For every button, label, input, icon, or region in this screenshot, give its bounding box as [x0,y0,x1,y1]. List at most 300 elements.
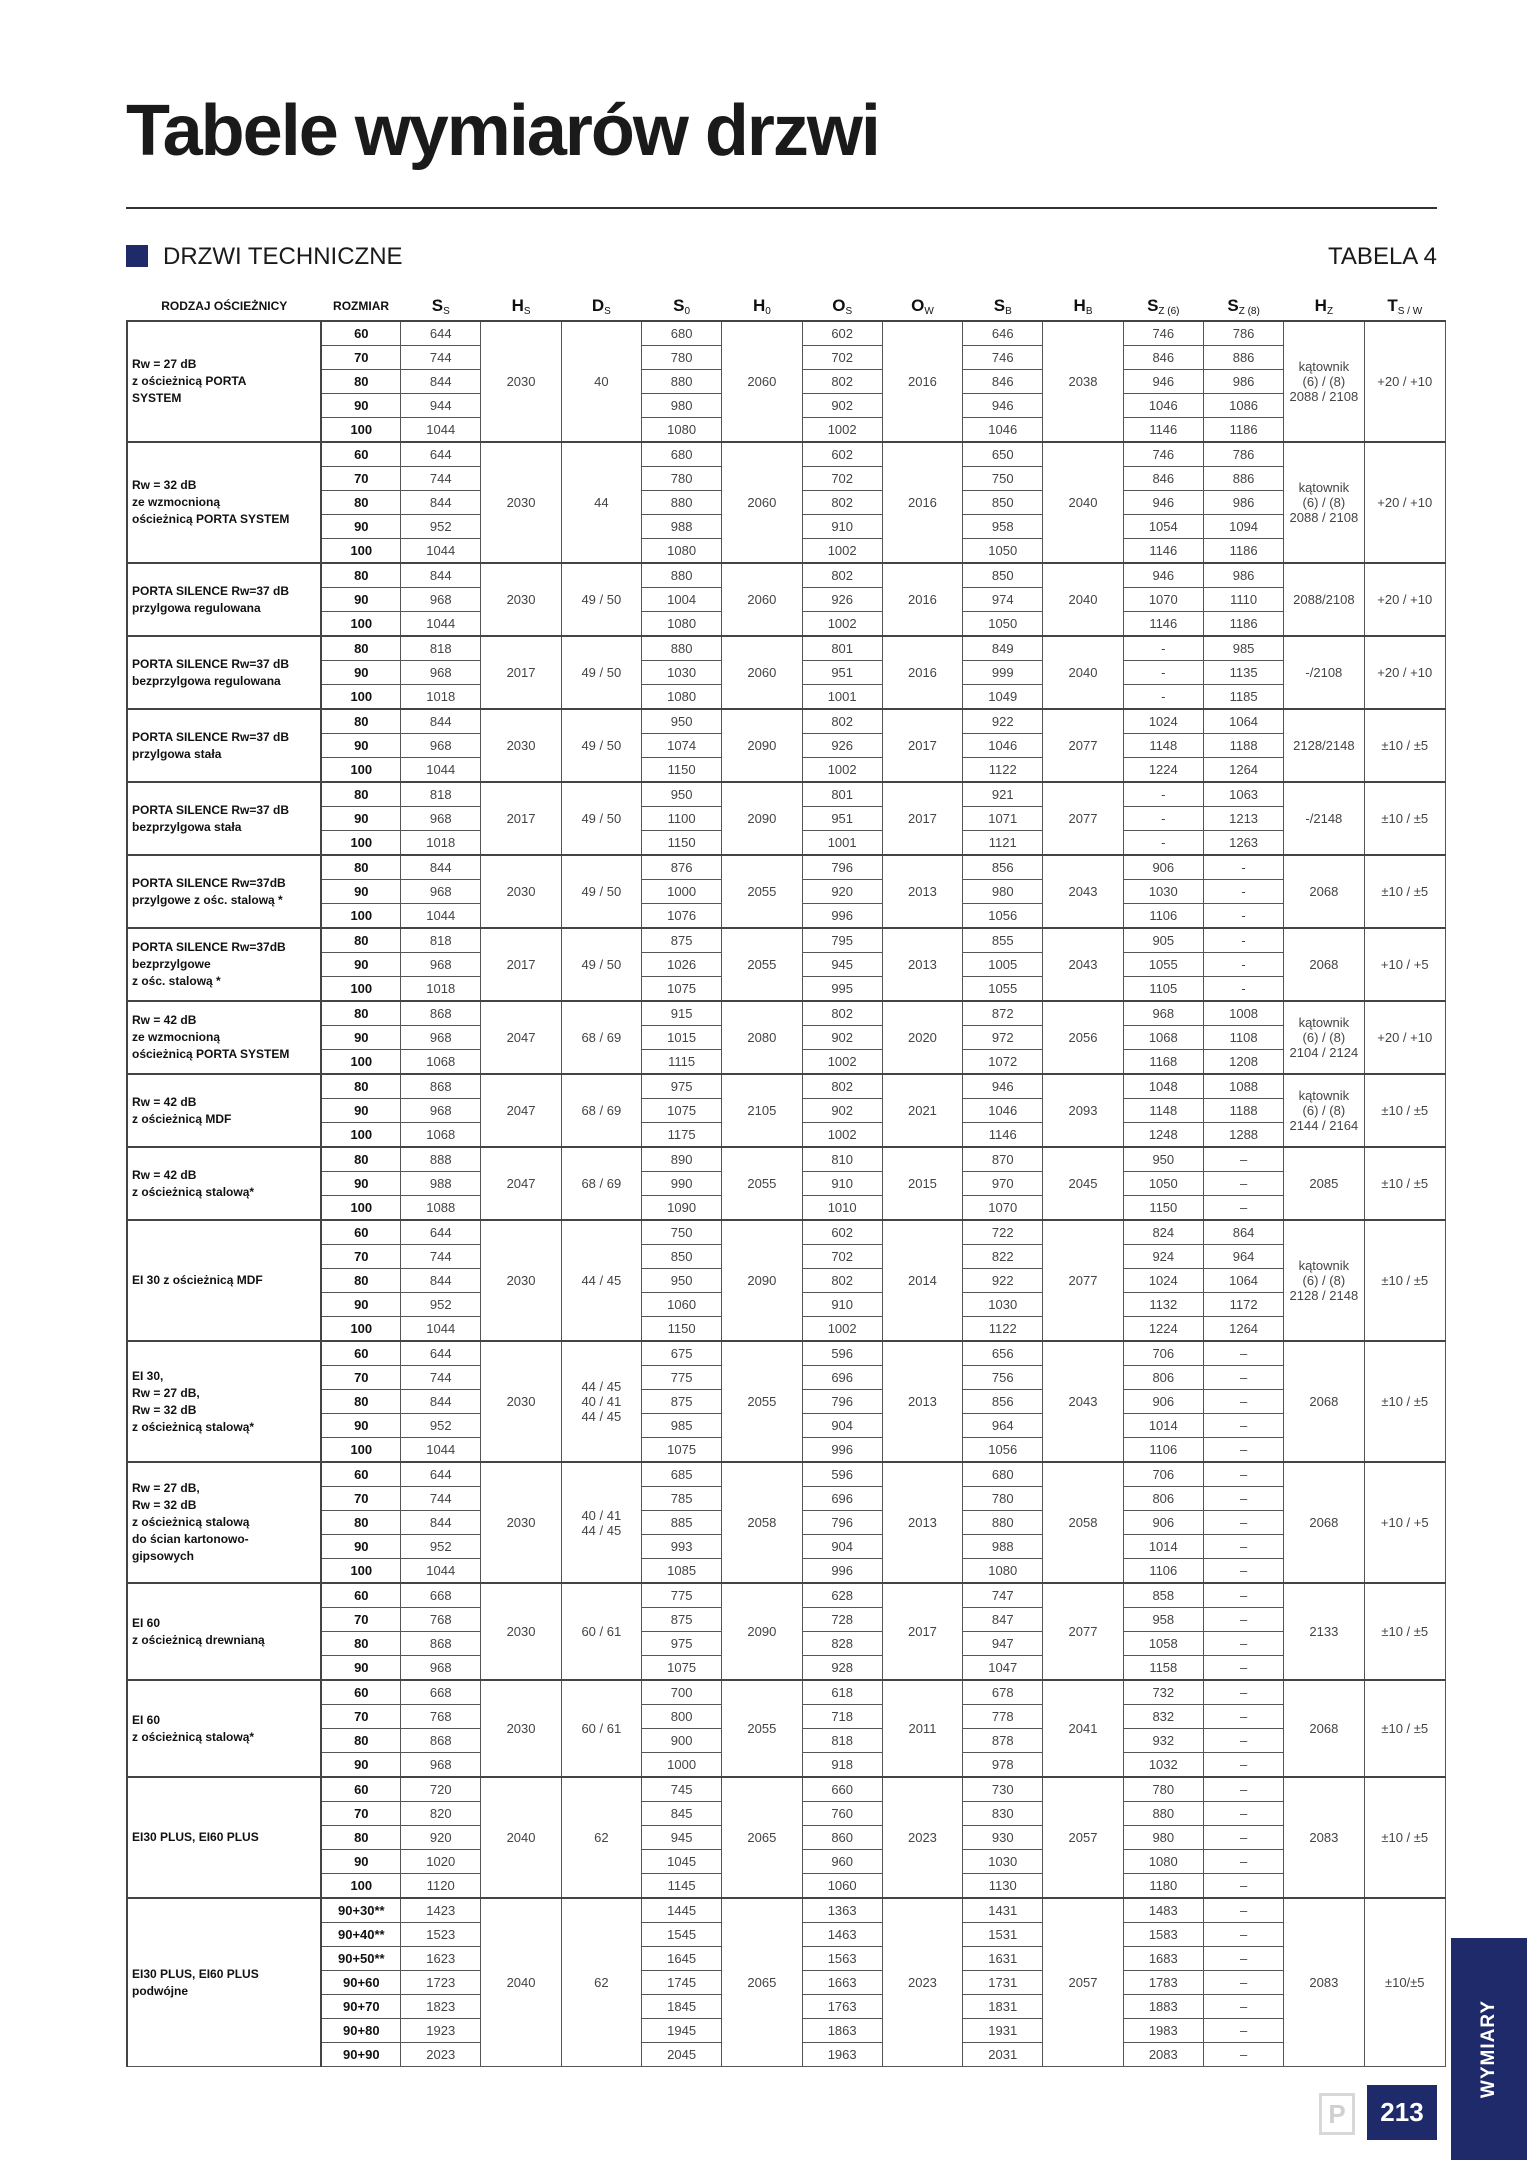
sz6-cell: 906 [1123,1390,1203,1414]
hz-cell: 2128/2148 [1284,709,1364,782]
sz8-cell: – [1203,1874,1283,1899]
s0-cell: 1175 [641,1123,721,1148]
hb-cell: 2040 [1043,563,1123,636]
tsw-cell: ±10 / ±5 [1364,1341,1446,1462]
hz-cell: kątownik (6) / (8) 2144 / 2164 [1284,1074,1364,1147]
hz-cell: kątownik (6) / (8) 2104 / 2124 [1284,1001,1364,1074]
s0-cell: 875 [641,928,721,953]
hz-cell: kątownik (6) / (8) 2088 / 2108 [1284,321,1364,442]
frame-type-cell: EI 30 z ościeżnicą MDF [127,1220,321,1341]
sz6-cell: 1248 [1123,1123,1203,1148]
s0-cell: 975 [641,1074,721,1099]
tsw-cell: +20 / +10 [1364,321,1446,442]
sz6-cell: 1046 [1123,394,1203,418]
ss-cell: 1044 [401,758,481,783]
ds-cell: 40 / 41 44 / 45 [561,1462,641,1583]
sz8-cell: 1186 [1203,612,1283,637]
column-header-symbol: O [911,295,925,315]
os-cell: 996 [802,1438,882,1463]
column-header [641,292,721,321]
size-cell: 60 [321,1462,400,1487]
os-cell: 910 [802,1293,882,1317]
size-cell: 90+30** [321,1898,400,1923]
ss-cell: 644 [401,1341,481,1366]
column-header [561,292,641,321]
os-cell: 910 [802,515,882,539]
os-cell: 902 [802,394,882,418]
sz6-cell: 1180 [1123,1874,1203,1899]
porta-logo-icon: P [1319,2093,1355,2135]
size-cell: 80 [321,855,400,880]
sz6-cell: 1014 [1123,1414,1203,1438]
sz6-cell: 958 [1123,1608,1203,1632]
h0-cell: 2055 [722,1147,802,1220]
frame-type-cell: Rw = 27 dB, Rw = 32 dB z ościeżnicą stalową do ścian kartonowo- gipsowych [127,1462,321,1583]
sz6-cell: 1080 [1123,1850,1203,1874]
tsw-cell: +10 / +5 [1364,928,1446,1001]
os-cell: 945 [802,953,882,977]
os-cell: 995 [802,977,882,1002]
tsw-cell: ±10/±5 [1364,1898,1446,2067]
sb-cell: 747 [963,1583,1043,1608]
s0-cell: 1026 [641,953,721,977]
sz8-cell: 1208 [1203,1050,1283,1075]
os-cell: 602 [802,321,882,346]
door-type-group [127,1898,1446,2067]
sb-cell: 856 [963,855,1043,880]
os-cell: 1002 [802,539,882,564]
sz6-cell: 1024 [1123,709,1203,734]
ss-cell: 820 [401,1802,481,1826]
column-header [1123,292,1203,321]
ss-cell: 952 [401,515,481,539]
tsw-cell: ±10 / ±5 [1364,1583,1446,1680]
ss-cell: 1823 [401,1995,481,2019]
sz6-cell: 1058 [1123,1632,1203,1656]
hs-cell: 2047 [481,1074,561,1147]
frame-type-cell: EI30 PLUS, EI60 PLUS podwójne [127,1898,321,2067]
sz6-cell: 1106 [1123,904,1203,929]
sb-cell: 646 [963,321,1043,346]
hb-cell: 2077 [1043,709,1123,782]
sb-cell: 746 [963,346,1043,370]
hb-cell: 2057 [1043,1898,1123,2067]
s0-cell: 1145 [641,1874,721,1899]
sb-cell: 946 [963,1074,1043,1099]
s0-cell: 975 [641,1632,721,1656]
size-cell: 80 [321,491,400,515]
sz8-cell: 986 [1203,370,1283,394]
column-header-subscript: 0 [765,305,771,317]
column-header-symbol: S [673,295,685,315]
sz6-cell: 780 [1123,1777,1203,1802]
sz6-cell: 1146 [1123,539,1203,564]
sz6-cell: 746 [1123,321,1203,346]
sz8-cell: 986 [1203,491,1283,515]
size-cell: 90 [321,1753,400,1778]
sz6-cell: 1054 [1123,515,1203,539]
ow-cell: 2011 [882,1680,962,1777]
h0-cell: 2090 [722,1220,802,1341]
frame-type-cell: Rw = 42 dB z ościeżnicą stalową* [127,1147,321,1220]
sz6-cell: 1146 [1123,418,1203,443]
ss-cell: 1044 [401,418,481,443]
sz8-cell: 1288 [1203,1123,1283,1148]
sz8-cell: – [1203,1995,1283,2019]
sz6-cell: 706 [1123,1341,1203,1366]
column-header [802,292,882,321]
size-cell: 70 [321,1366,400,1390]
sb-cell: 980 [963,880,1043,904]
hs-cell: 2030 [481,563,561,636]
s0-cell: 1645 [641,1947,721,1971]
sz6-cell: 1048 [1123,1074,1203,1099]
ss-cell: 1088 [401,1196,481,1221]
sb-cell: 756 [963,1366,1043,1390]
h0-cell: 2060 [722,442,802,563]
frame-type-cell: EI30 PLUS, EI60 PLUS [127,1777,321,1898]
s0-cell: 875 [641,1608,721,1632]
sb-cell: 750 [963,467,1043,491]
tsw-cell: ±10 / ±5 [1364,855,1446,928]
tsw-cell: ±10 / ±5 [1364,1074,1446,1147]
size-cell: 80 [321,370,400,394]
sb-cell: 946 [963,394,1043,418]
sb-cell: 878 [963,1729,1043,1753]
size-cell: 70 [321,1487,400,1511]
s0-cell: 915 [641,1001,721,1026]
ss-cell: 952 [401,1293,481,1317]
ds-cell: 49 / 50 [561,636,641,709]
tsw-cell: +20 / +10 [1364,636,1446,709]
sb-cell: 1531 [963,1923,1043,1947]
sb-cell: 722 [963,1220,1043,1245]
column-header [963,292,1043,321]
frame-type-cell: Rw = 32 dB ze wzmocnioną ościeżnicą PORTA SYSTEM [127,442,321,563]
hs-cell: 2030 [481,1583,561,1680]
size-cell: 90 [321,1656,400,1681]
ss-cell: 1018 [401,831,481,856]
sb-cell: 922 [963,1269,1043,1293]
s0-cell: 1845 [641,1995,721,2019]
sb-cell: 922 [963,709,1043,734]
s0-cell: 1080 [641,685,721,710]
table-row [127,1074,1446,1099]
section-title: DRZWI TECHNICZNE [163,243,403,270]
column-header-symbol: O [832,295,846,315]
sz6-cell: 1783 [1123,1971,1203,1995]
os-cell: 796 [802,855,882,880]
hb-cell: 2077 [1043,782,1123,855]
s0-cell: 900 [641,1729,721,1753]
ss-cell: 968 [401,734,481,758]
sz6-cell: 806 [1123,1487,1203,1511]
s0-cell: 680 [641,442,721,467]
sz8-cell: 1064 [1203,709,1283,734]
h0-cell: 2090 [722,782,802,855]
ss-cell: 1018 [401,685,481,710]
sb-cell: 822 [963,1245,1043,1269]
sb-cell: 846 [963,370,1043,394]
ds-cell: 40 [561,321,641,442]
tsw-cell: ±10 / ±5 [1364,709,1446,782]
s0-cell: 1100 [641,807,721,831]
ds-cell: 62 [561,1898,641,2067]
sz8-cell: 1063 [1203,782,1283,807]
hb-cell: 2045 [1043,1147,1123,1220]
dimensions-table [126,292,1446,2067]
size-cell: 70 [321,346,400,370]
s0-cell: 1075 [641,1656,721,1681]
os-cell: 1463 [802,1923,882,1947]
sz6-cell: 1224 [1123,1317,1203,1342]
sz8-cell: 1188 [1203,1099,1283,1123]
hs-cell: 2030 [481,1341,561,1462]
hs-cell: 2030 [481,1680,561,1777]
sz8-cell: - [1203,928,1283,953]
ss-cell: 2023 [401,2043,481,2067]
hz-cell: 2133 [1284,1583,1364,1680]
sb-cell: 880 [963,1511,1043,1535]
size-cell: 70 [321,1245,400,1269]
size-cell: 100 [321,977,400,1002]
s0-cell: 1745 [641,1971,721,1995]
sz8-cell: – [1203,1850,1283,1874]
sz6-cell: 946 [1123,491,1203,515]
s0-cell: 800 [641,1705,721,1729]
sz8-cell: 1186 [1203,539,1283,564]
sb-cell: 1056 [963,904,1043,929]
ss-cell: 768 [401,1705,481,1729]
size-cell: 80 [321,1269,400,1293]
column-header-subscript: S / W [1397,305,1423,317]
h0-cell: 2080 [722,1001,802,1074]
os-cell: 628 [802,1583,882,1608]
tsw-cell: +20 / +10 [1364,1001,1446,1074]
sz6-cell: 1050 [1123,1172,1203,1196]
sz8-cell: - [1203,953,1283,977]
os-cell: 996 [802,904,882,929]
column-header [882,292,962,321]
os-cell: 802 [802,563,882,588]
size-cell: 90+50** [321,1947,400,1971]
size-cell: 80 [321,1826,400,1850]
s0-cell: 980 [641,394,721,418]
sz6-cell: - [1123,831,1203,856]
size-cell: 60 [321,1777,400,1802]
door-type-group [127,1680,1446,1777]
sb-cell: 2031 [963,2043,1043,2067]
door-type-group [127,321,1446,442]
frame-type-cell: PORTA SILENCE Rw=37dB bezprzylgowe z ośc. stalową * [127,928,321,1001]
frame-type-cell: Rw = 42 dB z ościeżnicą MDF [127,1074,321,1147]
ss-cell: 1523 [401,1923,481,1947]
os-cell: 618 [802,1680,882,1705]
sz8-cell: – [1203,1777,1283,1802]
hb-cell: 2038 [1043,321,1123,442]
door-type-group [127,782,1446,855]
size-cell: 90 [321,807,400,831]
os-cell: 1002 [802,1050,882,1075]
column-header [1043,292,1123,321]
tsw-cell: ±10 / ±5 [1364,1147,1446,1220]
ss-cell: 868 [401,1001,481,1026]
sz6-cell: 1014 [1123,1535,1203,1559]
os-cell: 802 [802,1074,882,1099]
column-header [321,292,400,321]
ss-cell: 888 [401,1147,481,1172]
sz8-cell: – [1203,1559,1283,1584]
os-cell: 951 [802,661,882,685]
ss-cell: 968 [401,807,481,831]
sz8-cell: - [1203,977,1283,1002]
ss-cell: 968 [401,1026,481,1050]
sb-cell: 1030 [963,1850,1043,1874]
sb-cell: 680 [963,1462,1043,1487]
page-title: Tabele wymiarów drzwi [126,91,879,171]
sz6-cell: 858 [1123,1583,1203,1608]
sb-cell: 1431 [963,1898,1043,1923]
column-header-subscript: Z [1326,305,1334,317]
sb-cell: 830 [963,1802,1043,1826]
ss-cell: 868 [401,1074,481,1099]
hz-cell: 2083 [1284,1777,1364,1898]
ss-cell: 988 [401,1172,481,1196]
size-cell: 80 [321,1001,400,1026]
size-cell: 100 [321,1317,400,1342]
sb-cell: 970 [963,1172,1043,1196]
sz6-cell: 832 [1123,1705,1203,1729]
h0-cell: 2065 [722,1777,802,1898]
ss-cell: 744 [401,346,481,370]
frame-type-cell: PORTA SILENCE Rw=37 dB przylgowa stała [127,709,321,782]
os-cell: 928 [802,1656,882,1681]
sz6-cell: 880 [1123,1802,1203,1826]
sz6-cell: 946 [1123,370,1203,394]
s0-cell: 1060 [641,1293,721,1317]
sz6-cell: 1146 [1123,612,1203,637]
s0-cell: 993 [641,1535,721,1559]
sb-cell: 1122 [963,758,1043,783]
tsw-cell: ±10 / ±5 [1364,782,1446,855]
hz-cell: 2083 [1284,1898,1364,2067]
table-row [127,1147,1446,1172]
s0-cell: 988 [641,515,721,539]
os-cell: 818 [802,1729,882,1753]
hz-cell: 2068 [1284,1341,1364,1462]
sz6-cell: - [1123,636,1203,661]
os-cell: 660 [802,1777,882,1802]
sz8-cell: – [1203,1366,1283,1390]
s0-cell: 685 [641,1462,721,1487]
size-cell: 60 [321,442,400,467]
ow-cell: 2017 [882,1583,962,1680]
frame-type-cell: Rw = 42 dB ze wzmocnioną ościeżnicą PORTA SYSTEM [127,1001,321,1074]
hs-cell: 2030 [481,321,561,442]
ss-cell: 968 [401,953,481,977]
os-cell: 1010 [802,1196,882,1221]
column-header-symbol: S [431,295,444,315]
sb-cell: 988 [963,1535,1043,1559]
sz6-cell: 1224 [1123,758,1203,783]
os-cell: 702 [802,467,882,491]
ss-cell: 744 [401,1366,481,1390]
sb-cell: 972 [963,1026,1043,1050]
size-cell: 90 [321,1099,400,1123]
size-cell: 90 [321,1293,400,1317]
ss-cell: 844 [401,1511,481,1535]
os-cell: 1001 [802,831,882,856]
size-cell: 70 [321,1705,400,1729]
ss-cell: 868 [401,1632,481,1656]
column-header [127,292,321,321]
os-cell: 702 [802,1245,882,1269]
sz6-cell: 946 [1123,563,1203,588]
sb-cell: 974 [963,588,1043,612]
ss-cell: 1723 [401,1971,481,1995]
size-cell: 60 [321,1220,400,1245]
sz6-cell: 1168 [1123,1050,1203,1075]
sb-cell: 847 [963,1608,1043,1632]
sz8-cell: – [1203,1826,1283,1850]
size-cell: 100 [321,539,400,564]
sb-cell: 1831 [963,1995,1043,2019]
ds-cell: 68 / 69 [561,1147,641,1220]
sb-cell: 1070 [963,1196,1043,1221]
hz-cell: kątownik (6) / (8) 2088 / 2108 [1284,442,1364,563]
sz8-cell: – [1203,2043,1283,2067]
h0-cell: 2060 [722,321,802,442]
ss-cell: 968 [401,1099,481,1123]
size-cell: 90+40** [321,1923,400,1947]
ss-cell: 1120 [401,1874,481,1899]
ss-cell: 1044 [401,904,481,929]
hs-cell: 2017 [481,636,561,709]
sb-cell: 999 [963,661,1043,685]
door-type-group [127,1341,1446,1462]
sb-cell: 1005 [963,953,1043,977]
hs-cell: 2030 [481,709,561,782]
os-cell: 796 [802,1511,882,1535]
door-type-group [127,1220,1446,1341]
column-header [1284,292,1364,321]
sb-cell: 1046 [963,1099,1043,1123]
size-cell: 100 [321,1196,400,1221]
sb-cell: 1122 [963,1317,1043,1342]
size-cell: 100 [321,831,400,856]
ss-cell: 644 [401,442,481,467]
table-row [127,1220,1446,1245]
s0-cell: 1000 [641,1753,721,1778]
sz6-cell: 924 [1123,1245,1203,1269]
table-row [127,636,1446,661]
sz8-cell: – [1203,1753,1283,1778]
sz6-cell: 980 [1123,1826,1203,1850]
tsw-cell: +20 / +10 [1364,442,1446,563]
sb-cell: 1046 [963,418,1043,443]
ow-cell: 2017 [882,782,962,855]
sz8-cell: – [1203,1462,1283,1487]
size-cell: 90 [321,1172,400,1196]
h0-cell: 2090 [722,1583,802,1680]
os-cell: 1002 [802,612,882,637]
column-header-subscript: B [1005,305,1012,317]
ss-cell: 1068 [401,1050,481,1075]
sz8-cell: – [1203,1438,1283,1463]
ss-cell: 1044 [401,1438,481,1463]
size-cell: 90+90 [321,2043,400,2067]
s0-cell: 990 [641,1172,721,1196]
